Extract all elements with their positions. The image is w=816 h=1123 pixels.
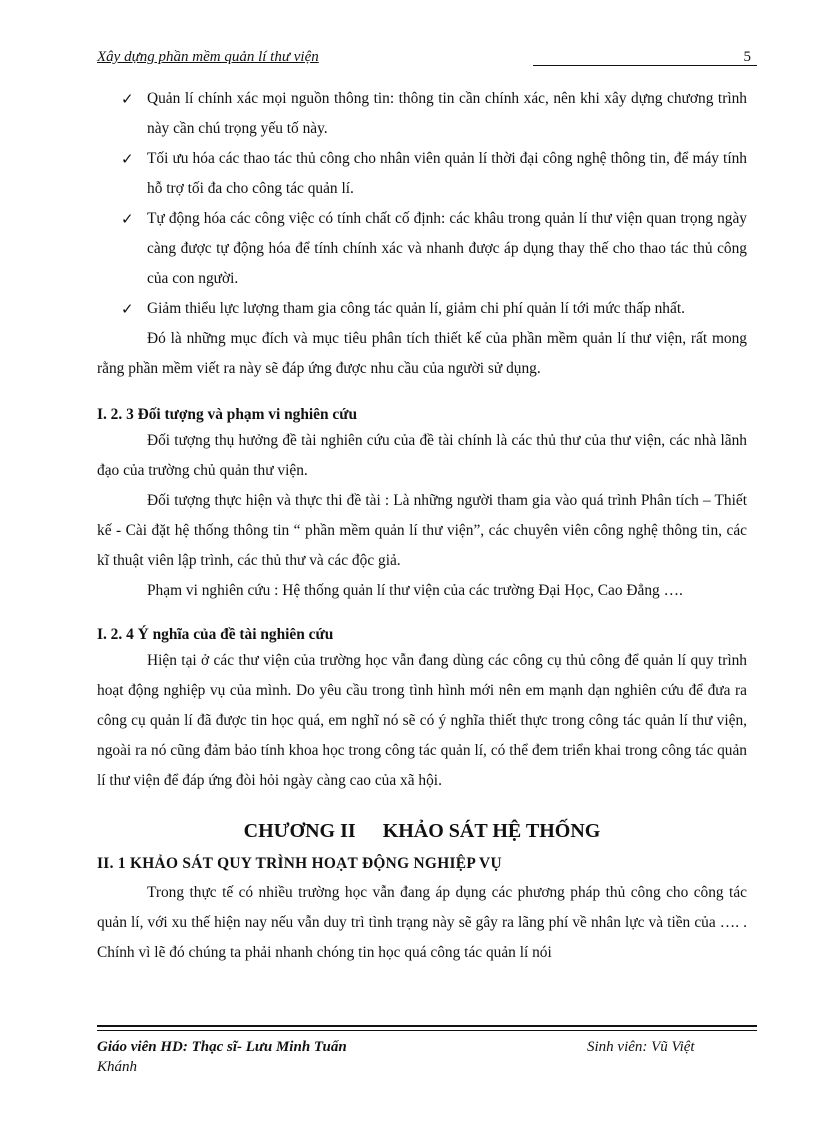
header-rule — [533, 65, 757, 66]
paragraph: Đối tượng thực hiện và thực thi đề tài : Là những người tham gia vào quá trình Phân tích – Thiết kế - Cài đặt hệ thống thông tin “ phần mềm quản lí thư viện”, các chuyên viên công nghệ thông tin, các kĩ thuật viên lập trình, các thủ thư và các độc giả. — [97, 492, 747, 569]
page-number: 5 — [743, 49, 751, 65]
paragraph: Trong thực tế có nhiều trường học vẫn đang áp dụng các phương pháp thủ công cho công tác quản lí, với xu thế hiện nay nếu vẫn duy trì tình trạng này sẽ gây ra lãng phí về nhân lực và tiền của …. . Chính vì lẽ đó chúng ta phải nhanh chóng tin học quá công tác quản lí nói — [97, 884, 747, 961]
chapter-title — [97, 816, 747, 846]
footer-rule — [97, 1025, 757, 1027]
bullet-text: Quản lí chính xác mọi nguồn thông tin: thông tin cần chính xác, nên khi xây dựng chương trình này cần chú trọng yếu tố này. — [147, 90, 747, 137]
checkmark-icon: ✓ — [121, 90, 134, 108]
header-title: Xây dựng phần mềm quản lí thư viện — [97, 49, 319, 65]
bullet-text: Tối ưu hóa các thao tác thủ công cho nhân viên quản lí thời đại công nghệ thông tin, để máy tính hỗ trợ tối đa cho công tác quản lí. — [147, 150, 747, 197]
section-heading-2-1: II. 1 KHẢO SÁT QUY TRÌNH HOẠT ĐỘNG NGHIỆP VỤ — [97, 855, 502, 872]
page-footer — [97, 1025, 757, 1075]
bullet-text: Tự động hóa các công việc có tính chất cố định: các khâu trong quản lí thư viện quan trọng ngày càng được tự động hóa để tính chính xác và nhanh được áp dụng thay thế cho thao tác thủ công của con người. — [147, 210, 747, 287]
chapter-number: CHƯƠNG II — [243, 820, 356, 842]
section-heading-1-2-4: I. 2. 4 Ý nghĩa của đề tài nghiên cứu — [97, 626, 334, 643]
page-content — [97, 84, 747, 968]
paragraph: Phạm vi nghiên cứu : Hệ thống quản lí thư viện của các trường Đại Học, Cao Đẳng …. — [147, 582, 683, 599]
checkmark-icon: ✓ — [121, 300, 134, 318]
footer-rule — [97, 1030, 757, 1031]
intro-paragraph: Đó là những mục đích và mục tiêu phân tích thiết kế của phần mềm quản lí thư viện, rất mong rằng phần mềm viết ra này sẽ đáp ứng được nhu cầu của người sử dụng. — [97, 330, 747, 377]
checkmark-icon: ✓ — [121, 210, 134, 228]
bullet-item — [97, 294, 747, 324]
student-name: Sinh viên: Vũ Việt — [587, 1039, 695, 1055]
student-name-cont: Khánh — [97, 1059, 138, 1075]
bullet-item — [97, 84, 747, 144]
chapter-name: KHẢO SÁT HỆ THỐNG — [382, 820, 601, 842]
bullet-item — [97, 144, 747, 204]
paragraph: Đối tượng thụ hưởng đề tài nghiên cứu của đề tài chính là các thủ thư của thư viện, các nhà lãnh đạo của trường chủ quản thư viện. — [97, 432, 747, 479]
page-header — [97, 49, 757, 69]
paragraph: Hiện tại ở các thư viện của trường học vẫn đang dùng các công cụ thủ công để quản lí quy trình hoạt động nghiệp vụ của mình. Do yêu cầu trong tình hình mới nên em mạnh dạn nghiên cứu để đưa ra công cụ quản lí đã được tin học quá, em nghĩ nó sẽ có ý nghĩa thiết thực trong công tác quản lí thư viện, ngoài ra nó cũng đảm bảo tính khoa học trong công tác quản lí, có thể đem triển khai trong công tác quản lí thư viện để đáp ứng đòi hỏi ngày càng cao của xã hội. — [97, 652, 747, 789]
bullet-text: Giảm thiểu lực lượng tham gia công tác quản lí, giảm chi phí quản lí tới mức thấp nhất. — [147, 300, 685, 317]
bullet-item — [97, 204, 747, 294]
checkmark-icon: ✓ — [121, 150, 134, 168]
advisor-name: Giáo viên HD: Thạc sĩ- Lưu Minh Tuấn — [97, 1039, 347, 1055]
section-heading-1-2-3: I. 2. 3 Đối tượng và phạm vi nghiên cứu — [97, 406, 358, 423]
